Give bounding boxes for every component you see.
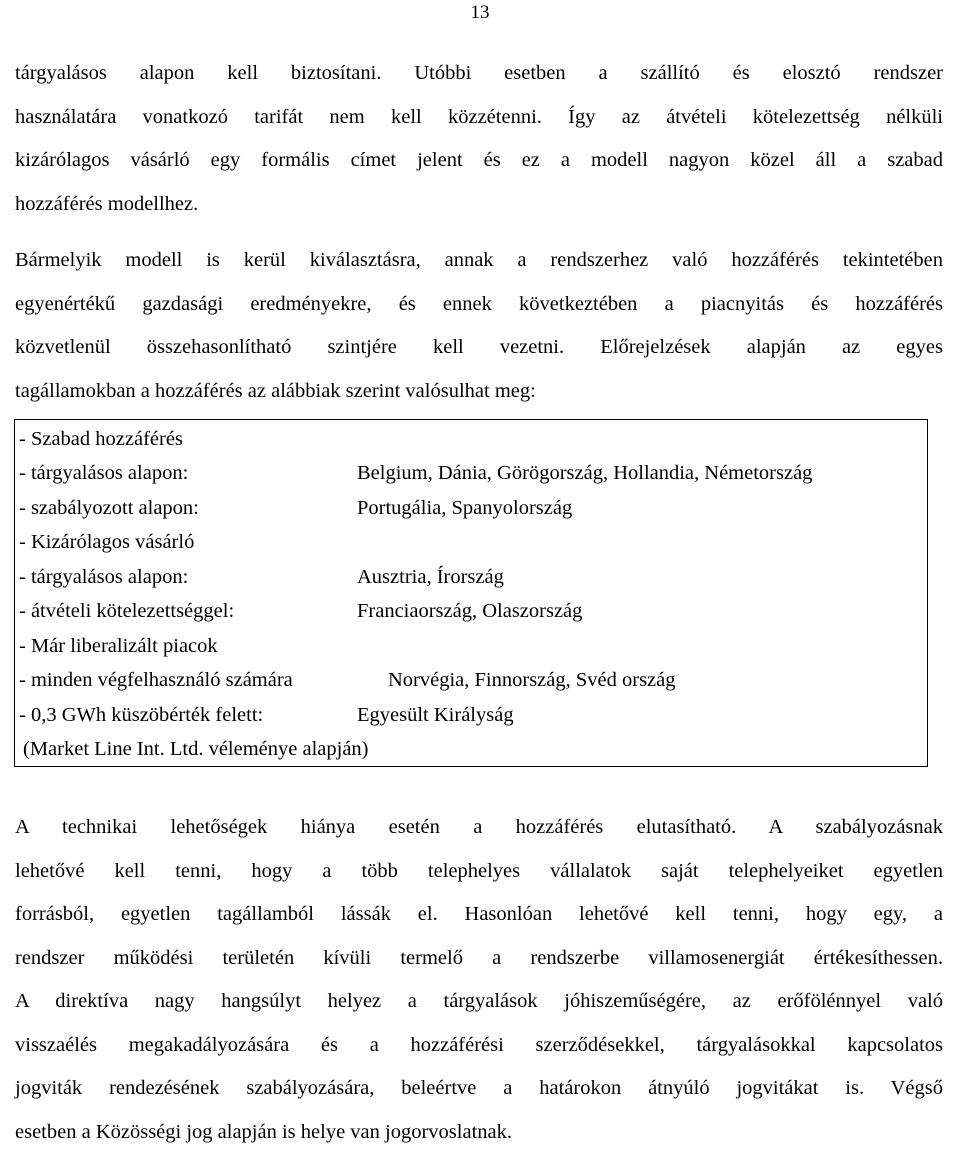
box-row-label: - 0,3 GWh küszöbérték felett:: [19, 698, 263, 732]
text-line: hozzáférés modellhez.: [15, 183, 943, 227]
box-row-label: (Market Line Int. Ltd. véleménye alapján): [23, 732, 369, 766]
text-line: A direktíva nagy hangsúlyt helyez a tárgyalások jóhiszeműségére, az erőfölénnyel való: [15, 980, 943, 1024]
text-line: tárgyalásos alapon kell biztosítani. Utóbbi esetben a szállító és elosztó rendszer: [15, 52, 943, 96]
text-line: visszaélés megakadályozására és a hozzáférési szerződésekkel, tárgyalásokkal kapcsolatos: [15, 1024, 943, 1068]
box-row-label: - minden végfelhasználó számára: [19, 663, 293, 697]
box-row-label: - Már liberalizált piacok: [19, 629, 218, 663]
box-row-value: Norvégia, Finnország, Svéd ország: [388, 663, 676, 697]
box-row-value: Franciaország, Olaszország: [357, 594, 582, 628]
box-row-value: Ausztria, Írország: [357, 560, 504, 594]
box-row-value: Portugália, Spanyolország: [357, 491, 572, 525]
box-row-value: Belgium, Dánia, Görögország, Hollandia, Németország: [357, 456, 812, 490]
text-line: Bármelyik modell is kerül kiválasztásra, annak a rendszerhez való hozzáférés tekintetében: [15, 239, 943, 283]
page-number: 13: [468, 2, 492, 24]
text-line: lehetővé kell tenni, hogy a több telephelyes vállalatok saját telephelyeiket egyetlen: [15, 850, 943, 894]
text-line: jogviták rendezésének szabályozására, beleértve a határokon átnyúló jogvitákat is. Végső: [15, 1067, 943, 1111]
paragraph-intro: [15, 52, 943, 226]
box-row-value: Egyesült Királyság: [357, 698, 514, 732]
text-line: egyenértékű gazdasági eredményekre, és ennek következtében a piacnyitás és hozzáférés: [15, 283, 943, 327]
text-line: rendszer működési területén kívüli termelő a rendszerbe villamosenergiát értékesíthessen.: [15, 937, 943, 981]
box-row-label: - Kizárólagos vásárló: [19, 525, 194, 559]
text-line: forrásból, egyetlen tagállamból lássák el. Hasonlóan lehetővé kell tenni, hogy egy, a: [15, 893, 943, 937]
text-line: használatára vonatkozó tarifát nem kell közzétenni. Így az átvételi kötelezettség nélküli: [15, 96, 943, 140]
box-row-label: - Szabad hozzáférés: [19, 422, 183, 456]
access-forecast-box: [14, 419, 928, 767]
text-line: A technikai lehetőségek hiánya esetén a hozzáférés elutasítható. A szabályozásnak: [15, 806, 943, 850]
paragraph-technical: [15, 806, 943, 1154]
box-row-label: - átvételi kötelezettséggel:: [19, 594, 234, 628]
box-row-label: - tárgyalásos alapon:: [19, 456, 188, 490]
paragraph-models: [15, 239, 943, 413]
text-line: közvetlenül összehasonlítható szintjére kell vezetni. Előrejelzések alapján az egyes: [15, 326, 943, 370]
box-row-label: - tárgyalásos alapon:: [19, 560, 188, 594]
box-row-label: - szabályozott alapon:: [19, 491, 199, 525]
text-line: tagállamokban a hozzáférés az alábbiak szerint valósulhat meg:: [15, 370, 943, 414]
text-line: kizárólagos vásárló egy formális címet jelent és ez a modell nagyon közel áll a szabad: [15, 139, 943, 183]
text-line: esetben a Közösségi jog alapján is helye van jogorvoslatnak.: [15, 1111, 943, 1154]
